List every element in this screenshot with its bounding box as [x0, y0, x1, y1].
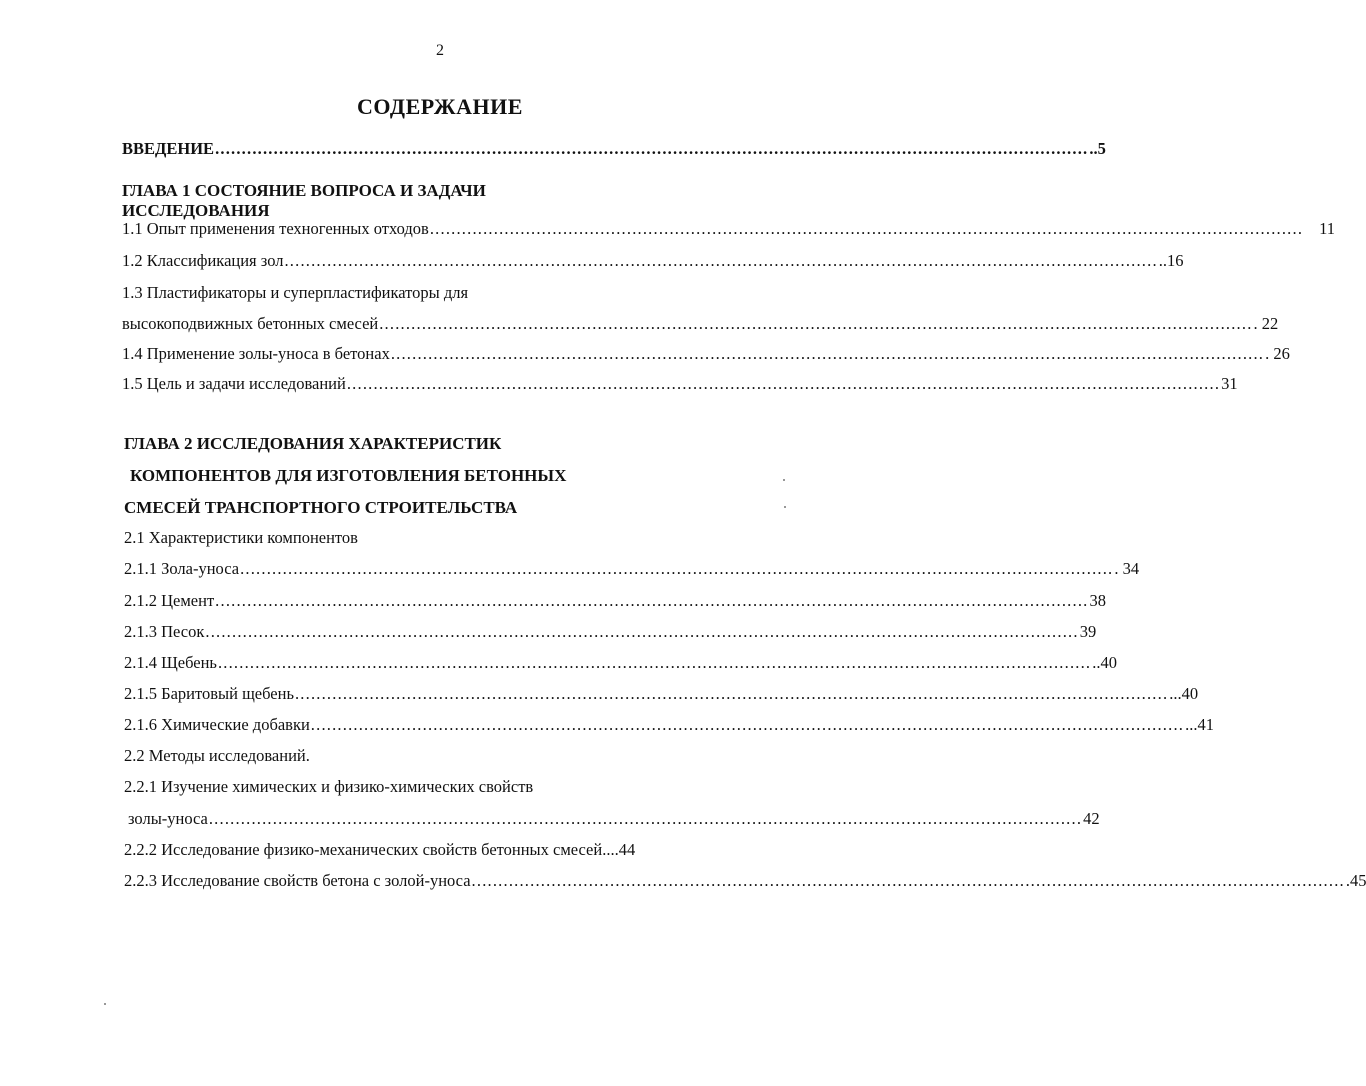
toc-entry-page: . 22 — [1253, 314, 1279, 333]
toc-entry-1-2[interactable] — [122, 250, 1184, 272]
toc-entry-page: ...40 — [1169, 684, 1199, 703]
toc-entry-page: .45 — [1345, 871, 1366, 890]
toc-entry-2-1-2[interactable] — [124, 590, 1106, 612]
toc-entry-2-1[interactable] — [124, 527, 358, 549]
chapter-2-heading-line-3: СМЕСЕЙ ТРАНСПОРТНОГО СТРОИТЕЛЬСТВА — [124, 498, 518, 517]
toc-entry-label: 2.2.2 Исследование физико-механических свойств бетонных смесей — [124, 840, 603, 859]
dot-leader: .................................................................................................................................................................... — [390, 344, 1265, 363]
toc-entry-label: 2.2.3 Исследование свойств бетона с золой-уноса — [124, 871, 471, 890]
page-number: 2 — [436, 42, 444, 59]
scan-speck — [104, 1003, 106, 1005]
toc-entry-2-1-4[interactable] — [124, 652, 1118, 674]
toc-entry-page: 42 — [1083, 809, 1100, 828]
toc-entry-introduction[interactable] — [122, 138, 1106, 160]
toc-entry-label: золы-уноса — [128, 809, 208, 828]
dot-leader: .................................................................................................................................................................... — [284, 251, 1158, 270]
dot-leader: .................................................................................................................................................................... — [208, 809, 1083, 828]
scan-speck — [784, 506, 786, 508]
toc-entry-2-2-1-continued[interactable] — [128, 808, 1100, 830]
toc-entry-page: . 26 — [1265, 344, 1290, 363]
toc-entry-1-1[interactable] — [122, 218, 1336, 240]
dot-leader: .................................................................................................................................................................... — [215, 139, 1089, 158]
toc-entry-label: 2.2 Методы исследований. — [124, 746, 310, 765]
toc-entry-label: 2.1.2 Цемент — [124, 591, 215, 610]
toc-entry-2-2-2[interactable] — [124, 839, 710, 861]
toc-entry-page: ..16 — [1158, 251, 1184, 270]
toc-entry-label: 1.3 Пластификаторы и суперпластификаторы для — [122, 283, 469, 302]
toc-entry-label: 1.1 Опыт применения техногенных отходов — [122, 219, 429, 238]
toc-entry-page: ..5 — [1089, 139, 1106, 158]
toc-entry-1-4[interactable] — [122, 343, 1290, 365]
toc-entry-label: 1.2 Классификация зол — [122, 251, 284, 270]
toc-entry-page: 11 — [1319, 219, 1336, 238]
chapter-1-heading-line-1: ГЛАВА 1 СОСТОЯНИЕ ВОПРОСА И ЗАДАЧИ — [122, 181, 486, 200]
toc-entry-label: ВВЕДЕНИЕ — [122, 139, 215, 158]
toc-entry-page: ..40 — [1092, 653, 1118, 672]
dot-leader: .................................................................................................................................................................... — [294, 684, 1169, 703]
toc-entry-page: . 34 — [1114, 559, 1140, 578]
scan-speck — [783, 479, 785, 481]
toc-entry-label: 2.1.3 Песок — [124, 622, 205, 641]
toc-entry-label: 2.1 Характеристики компонентов — [124, 528, 358, 547]
toc-entry-page: 39 — [1079, 622, 1097, 641]
toc-entry-page: ...41 — [1185, 715, 1214, 734]
toc-entry-2-1-5[interactable] — [124, 683, 1199, 705]
toc-entry-1-3[interactable] — [122, 282, 468, 304]
toc-entry-label: 2.1.4 Щебень — [124, 653, 217, 672]
toc-entry-2-2-3[interactable] — [124, 870, 1366, 892]
dot-leader: .................................................................................................................................................................... — [379, 314, 1253, 333]
toc-entry-label: 2.1.5 Баритовый щебень — [124, 684, 294, 703]
toc-entry-label: 2.1.6 Химические добавки — [124, 715, 310, 734]
dot-leader: .................................................................................................................................................................... — [346, 374, 1221, 393]
toc-entry-2-1-6[interactable] — [124, 714, 1214, 736]
toc-entry-page: ....44 — [602, 840, 636, 859]
toc-entry-label: 1.4 Применение золы-уноса в бетонах — [122, 344, 390, 363]
dot-leader: .................................................................................................................................................................... — [217, 653, 1092, 672]
toc-entry-label: 1.5 Цель и задачи исследований — [122, 374, 346, 393]
toc-entry-label: высокоподвижных бетонных смесей — [122, 314, 379, 333]
toc-entry-2-2[interactable] — [124, 745, 310, 767]
toc-entry-2-1-1[interactable] — [124, 558, 1140, 580]
dot-leader: .................................................................................................................................................................... — [471, 871, 1345, 890]
dot-leader: .................................................................................................................................................................... — [310, 715, 1185, 734]
toc-entry-page: 38 — [1089, 591, 1106, 610]
chapter-2-heading-line-1: ГЛАВА 2 ИССЛЕДОВАНИЯ ХАРАКТЕРИСТИК — [124, 434, 502, 453]
page-title: СОДЕРЖАНИЕ — [357, 94, 523, 119]
dot-leader: .................................................................................................................................................................... — [429, 219, 1304, 238]
chapter-2-heading-line-2: КОМПОНЕНТОВ ДЛЯ ИЗГОТОВЛЕНИЯ БЕТОННЫХ — [130, 466, 567, 485]
toc-entry-1-5[interactable] — [122, 373, 1238, 395]
toc-entry-1-3-continued[interactable] — [122, 313, 1279, 335]
toc-entry-2-1-3[interactable] — [124, 621, 1097, 643]
toc-entry-page: 31 — [1221, 374, 1238, 393]
toc-entry-label: 2.2.1 Изучение химических и физико-химических свойств — [124, 777, 534, 796]
toc-entry-label: 2.1.1 Зола-уноса — [124, 559, 240, 578]
toc-entry-2-2-1[interactable] — [124, 776, 533, 798]
dot-leader: .................................................................................................................................................................... — [205, 622, 1079, 641]
dot-leader: .................................................................................................................................................................... — [240, 559, 1114, 578]
dot-leader: .................................................................................................................................................................... — [215, 591, 1089, 610]
chapter-1-heading-line-2: ИССЛЕДОВАНИЯ — [122, 201, 270, 220]
